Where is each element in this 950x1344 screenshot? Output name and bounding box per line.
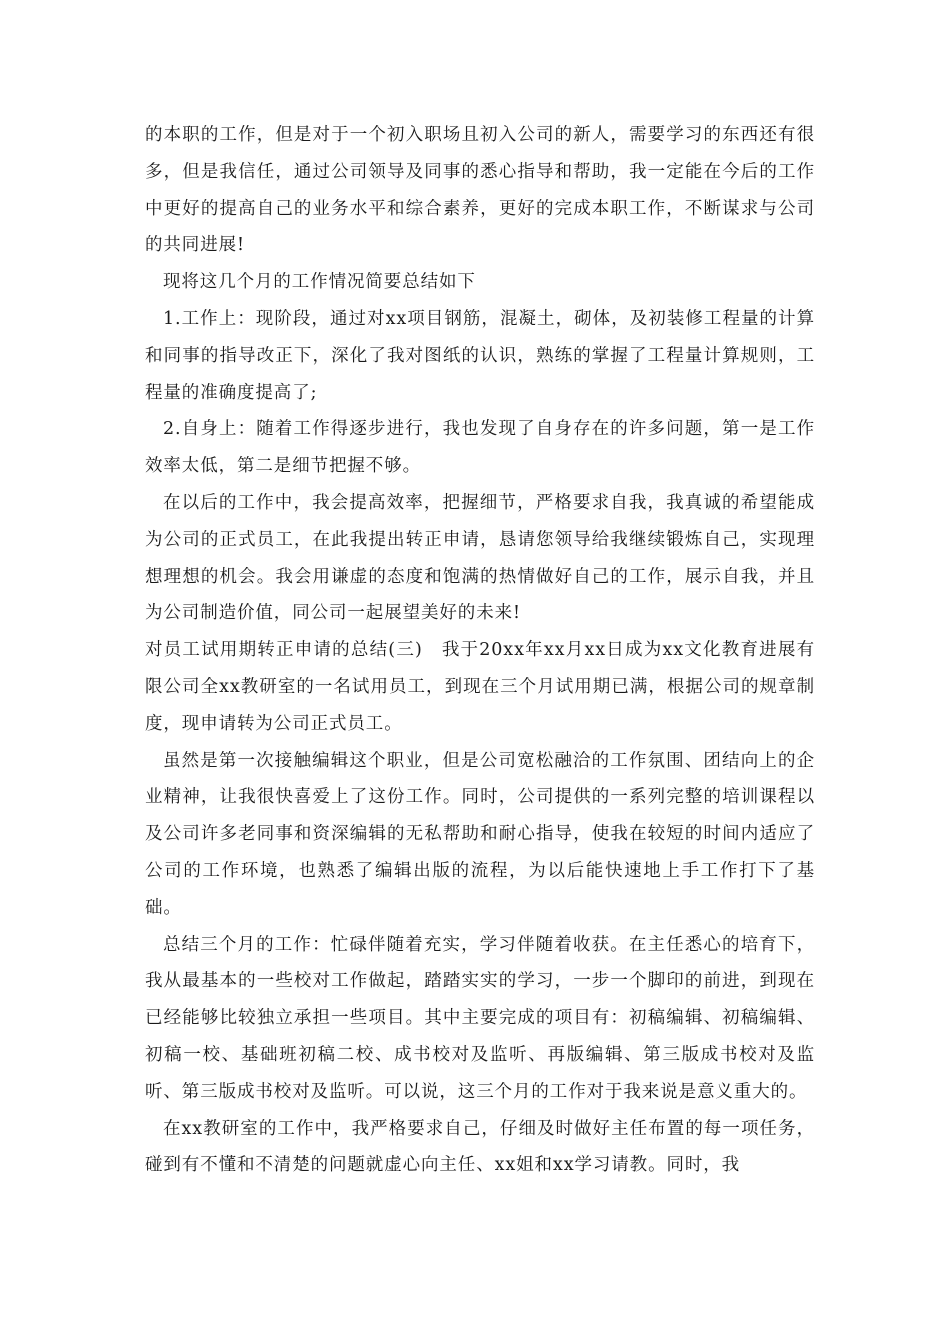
paragraph-3: 1.工作上：现阶段，通过对xx项目钢筋，混凝土，砌体，及初装修工程量的计算和同事的指导改正下，深化了我对图纸的认识，熟练的掌握了工程量计算规则，工程量的准确度提高了; bbox=[145, 308, 815, 403]
paragraph-6: 对员工试用期转正申请的总结(三) 我于20xx年xx月xx日成为xx文化教育进展有限公司全xx教研室的一名试用员工，到现在三个月试用期已满，根据公司的规章制度，现申请转为公司正式员工。 bbox=[145, 640, 815, 734]
paragraph-7: 虽然是第一次接触编辑这个职业，但是公司宽松融洽的工作氛围、团结向上的企业精神，让我很快喜爱上了这份工作。同时，公司提供的一系列完整的培训课程以及公司许多老同事和资深编辑的无私帮助和耐心指导，使我在较短的时间内适应了公司的工作环境，也熟悉了编辑出版的流程，为以后能快速地上手工作打下了基础。 bbox=[145, 750, 815, 918]
document-body bbox=[145, 117, 815, 1184]
paragraph-9: 在xx教研室的工作中，我严格要求自己，仔细及时做好主任布置的每一项任务，碰到有不懂和不清楚的问题就虚心向主任、xx姐和xx学习请教。同时，我 bbox=[145, 1118, 815, 1176]
paragraph-1: 的本职的工作，但是对于一个初入职场且初入公司的新人，需要学习的东西还有很多，但是我信任，通过公司领导及同事的悉心指导和帮助，我一定能在今后的工作中更好的提高自己的业务水平和综合素养，更好的完成本职工作，不断谋求与公司的共同进展! bbox=[145, 125, 815, 256]
paragraph-5: 在以后的工作中，我会提高效率，把握细节，严格要求自我，我真诚的希望能成为公司的正式员工，在此我提出转正申请，恳请您领导给我继续锻炼自己，实现理想理想的机会。我会用谦虚的态度和饱满的热情做好自己的工作，展示自我，并且为公司制造价值，同公司一起展望美好的未来! bbox=[145, 492, 815, 624]
paragraph-2: 现将这几个月的工作情况简要总结如下 bbox=[163, 272, 476, 293]
paragraph-8: 总结三个月的工作：忙碌伴随着充实，学习伴随着收获。在主任悉心的培育下，我从最基本的一些校对工作做起，踏踏实实的学习，一步一个脚印的前进，到现在已经能够比较独立承担一些项目。其中主要完成的项目有：初稿编辑、初稿编辑、初稿一校、基础班初稿二校、成书校对及监听、再版编辑、第三版成书校对及监听、第三版成书校对及监听。可以说，这三个月的工作对于我来说是意义重大的。 bbox=[145, 934, 815, 1102]
paragraph-4: 2.自身上：随着工作得逐步进行，我也发现了自身存在的许多问题，第一是工作效率太低，第二是细节把握不够。 bbox=[145, 419, 815, 477]
